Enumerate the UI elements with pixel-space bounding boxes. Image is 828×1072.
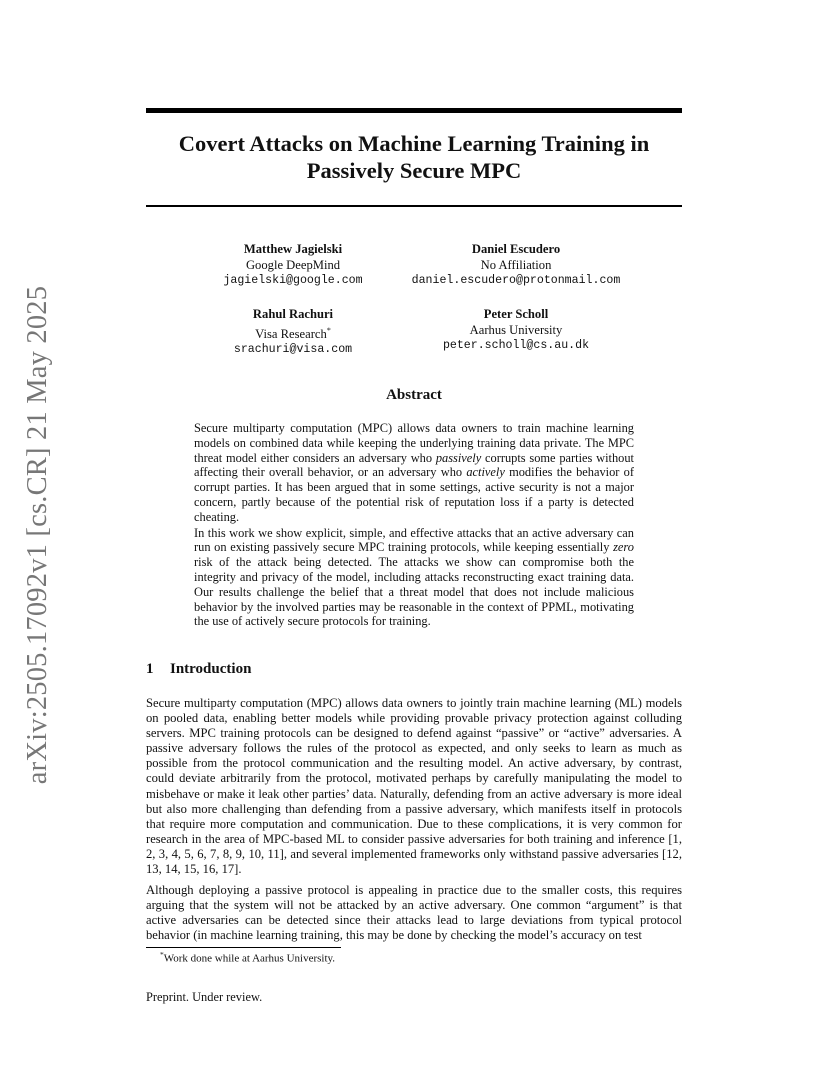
author-name: Matthew Jagielski	[243, 242, 343, 256]
author-email: peter.scholl@cs.au.dk	[442, 339, 590, 352]
section-heading	[146, 661, 251, 678]
preprint-note: Preprint. Under review.	[146, 990, 263, 1004]
text-run: In this work we show explicit, simple, and effective attacks that an active adversary can run on existing passively secure MPC training protocols, while keeping essentially	[194, 525, 634, 555]
author-block	[190, 307, 396, 358]
author-block	[190, 242, 396, 289]
footnote	[160, 950, 335, 965]
body-paragraph: Secure multiparty computation (MPC) allows data owners to jointly train machine learning (ML) models on pooled data, enabling better models while providing provable privacy protection against colluding servers. MPC training protocols can be designed to defend against “passive” or “active” adversaries. A passive adversary follows the rules of the protocol as expected, and only seeks to learn as much as possible from the protocol communication and the resulting model. An active adversary, by contrast, could deviate arbitrarily from the protocol, motivated perhaps by carefully manipulating the model to misbehave or make it leak other parties’ data. Naturally, defending from an active adversary is more ideal but also more challenging than defending from a passive adversary, which manifests itself in protocols that require more computation and communication. Due to these complications, it is very common for research in the area of MPC-based ML to consider passive adversaries for both training and inference [1, 2, 3, 4, 5, 6, 7, 8, 9, 10, 11], and several implemented frameworks only withstand passive adversaries [12, 13, 14, 15, 16, 17].	[146, 696, 682, 877]
affiliation-text: Visa Research	[255, 326, 327, 341]
emphasis: actively	[466, 465, 505, 480]
emphasis: passively	[435, 450, 482, 465]
abstract-paragraph	[194, 421, 634, 525]
title-bottom-rule	[146, 205, 682, 207]
title-line-2: Passively Secure MPC	[306, 158, 522, 183]
paper-title	[146, 130, 682, 184]
author-name: Peter Scholl	[483, 307, 549, 321]
author-block	[396, 242, 636, 289]
author-email: srachuri@visa.com	[233, 343, 353, 357]
author-affiliation: Google DeepMind	[245, 257, 341, 272]
abstract-heading: Abstract	[386, 387, 442, 403]
footnote-marker: *	[326, 325, 331, 335]
abstract-body	[194, 421, 634, 629]
title-line-1: Covert Attacks on Machine Learning Training in	[178, 131, 650, 156]
text-run: corrupts some parties without affecting their overall behavior, or an adversary who	[194, 450, 634, 480]
footnote-text: Work done while at Aarhus University.	[163, 952, 336, 965]
title-top-rule	[146, 108, 682, 113]
introduction-body	[146, 696, 682, 944]
author-affiliation: No Affiliation	[480, 257, 552, 272]
abstract-paragraph	[194, 526, 634, 630]
emphasis: zero	[613, 540, 634, 555]
section-title: Introduction	[170, 661, 252, 677]
footnote-rule	[146, 947, 341, 948]
author-name: Daniel Escudero	[471, 242, 561, 256]
arxiv-identifier: arXiv:2505.17092v1 [cs.CR] 21 May 2025	[22, 285, 53, 785]
text-run: Secure multiparty computation (MPC) allows data owners to train machine learning models on combined data while keeping the underlying training data private. The MPC threat model either considers an adversary who	[194, 421, 634, 465]
text-run: modifies the behavior of corrupt parties. It has been argued that in some settings, active security is not a major concern, partly because of the potential risk of reputation loss if a party is detected cheating.	[194, 465, 635, 524]
section-number: 1	[146, 661, 154, 677]
author-name: Rahul Rachuri	[252, 307, 334, 321]
author-email: jagielski@google.com	[223, 274, 363, 287]
footnote-marker: *	[160, 950, 164, 959]
author-email: daniel.escudero@protonmail.com	[411, 274, 621, 287]
text-run: risk of the attack being detected. The attacks we show can compromise both the integrity and privacy of the model, including attacks reconstructing exact training data. Our results challenge the belief that a threat model that does not include malicious behavior by the involved parties may be reasonable in the context of PPML, motivating the use of actively secure protocols for training.	[194, 555, 634, 629]
author-affiliation: Aarhus University	[469, 322, 563, 337]
author-block	[396, 307, 636, 354]
body-paragraph: Although deploying a passive protocol is appealing in practice due to the smaller costs, this requires arguing that the system will not be attacked by an active adversary. One common “argument” is that active adversaries can be detected since their attacks lead to large deviations from typical protocol behavior (in machine learning training, this may be done by checking the model’s accuracy on test	[146, 883, 682, 943]
author-affiliation	[190, 323, 396, 343]
